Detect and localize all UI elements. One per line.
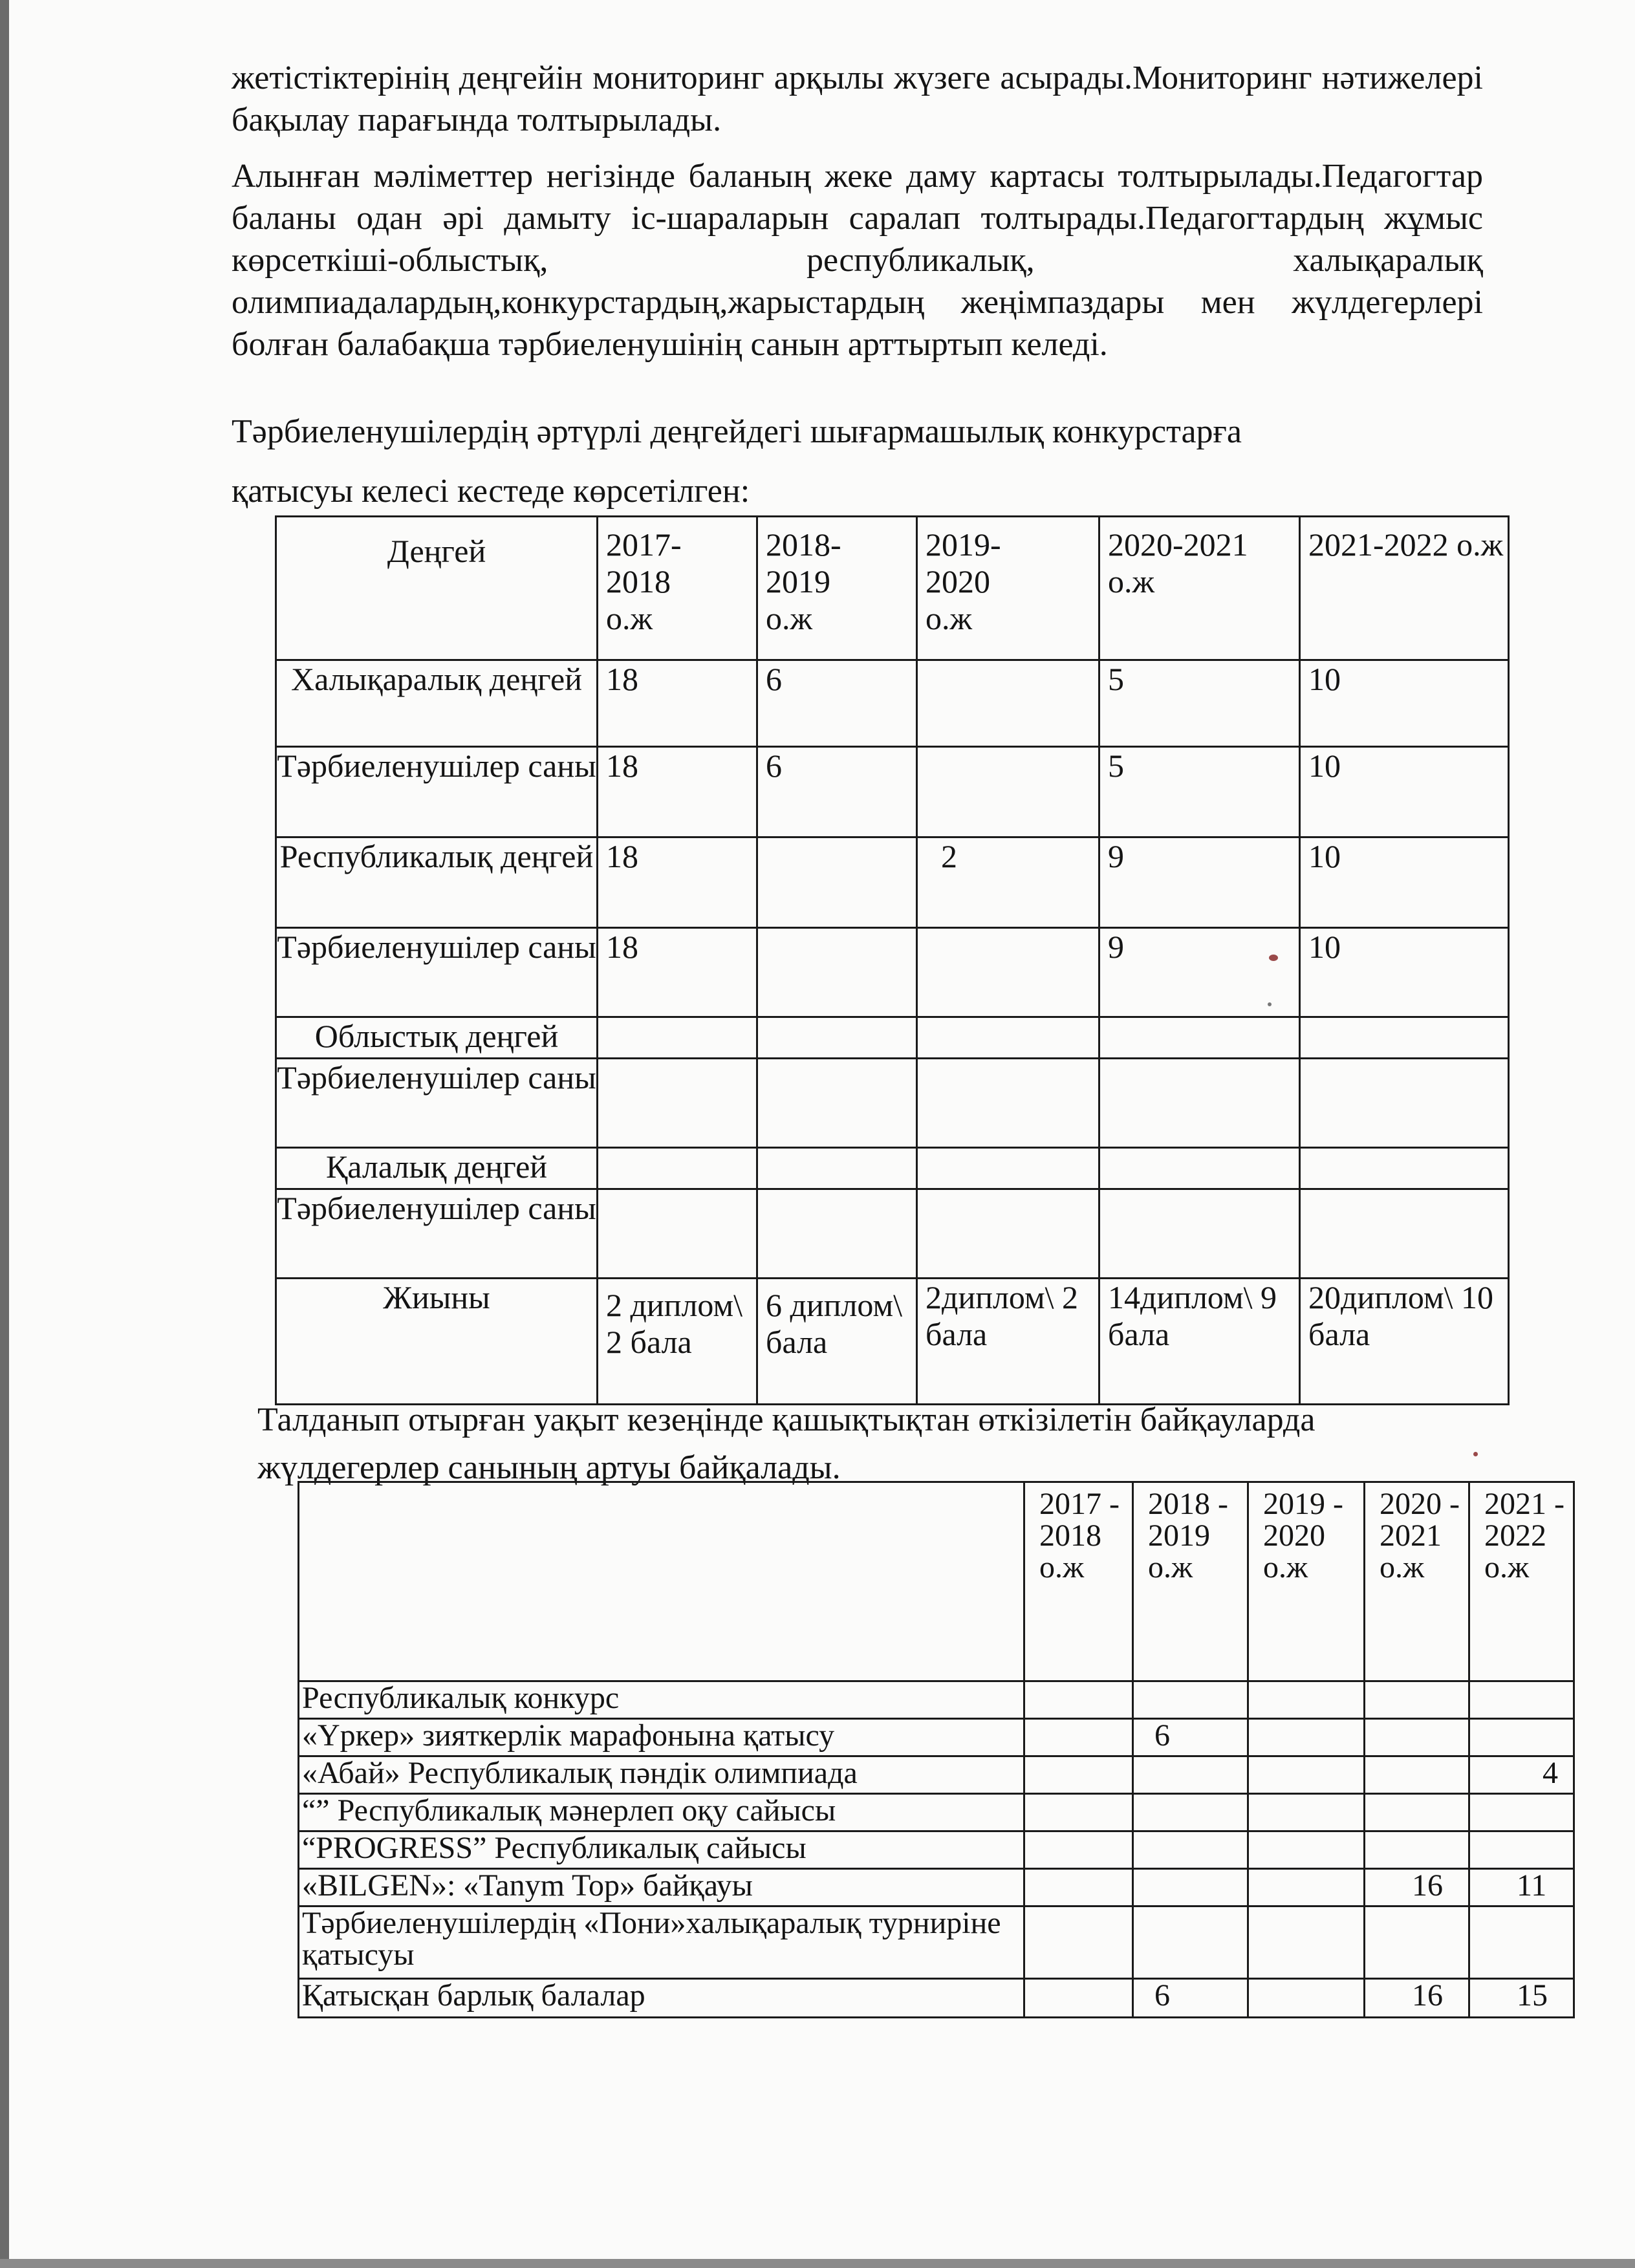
value-cell [1248,1906,1365,1979]
value-cell: 5 [1099,660,1300,747]
value-cell [1365,1906,1469,1979]
value-cell: 18 [598,660,757,747]
value-cell [1024,1756,1133,1794]
value-cell [1248,1869,1365,1906]
contest-name-cell: «Абай» Республикалық пәндік олимпиада [299,1756,1024,1794]
contest-name-cell: Республикалық конкурс [299,1681,1024,1719]
value-cell [917,1189,1099,1279]
table-row [299,1831,1574,1869]
value-cell: 6 [1133,1719,1248,1756]
scan-speck [1269,955,1278,961]
value-cell: 11 [1469,1869,1574,1906]
value-cell [1365,1719,1469,1756]
value-cell [1024,1794,1133,1831]
value-cell [1365,1681,1469,1719]
level-cell: Облыстық деңгей [276,1017,598,1059]
value-cell: 10 [1300,837,1509,928]
value-cell [917,928,1099,1017]
value-cell [1099,1189,1300,1279]
level-cell: Тәрбиеленушілер саны [276,1059,598,1148]
value-cell [1469,1719,1574,1756]
table1-header-year: 2021-2022 о.ж [1300,517,1509,660]
value-cell [598,1059,757,1148]
value-cell [757,837,917,928]
value-cell: 16 [1365,1869,1469,1906]
value-cell [1300,1148,1509,1189]
value-cell [1469,1906,1574,1979]
value-cell [1133,1906,1248,1979]
value-cell [917,660,1099,747]
value-cell [598,1148,757,1189]
value-cell [1099,1017,1300,1059]
value-cell [1300,1059,1509,1148]
value-cell [917,1148,1099,1189]
value-cell: 10 [1300,747,1509,837]
intro-paragraph-3a: Тәрбиеленушілердің әртүрлі деңгейдегі шығармашылық конкурстарға [232,413,1242,450]
table-row [276,837,1509,928]
table-row [276,747,1509,837]
contest-name-cell: «BILGEN»: «Tanym Top» байқауы [299,1869,1024,1906]
table1-header-year: 2017-2018 о.ж [598,517,757,660]
table-row [276,660,1509,747]
value-cell: 18 [598,837,757,928]
contest-name-cell: «Үркер» зияткерлік марафонына қатысу [299,1719,1024,1756]
value-cell: 9 [1099,837,1300,928]
contest-name-cell: “” Республикалық мәнерлеп оқу сайысы [299,1794,1024,1831]
table-row [276,1017,1509,1059]
value-cell [1469,1681,1574,1719]
value-cell [757,1059,917,1148]
value-cell [1365,1756,1469,1794]
value-cell: 16 [1365,1979,1469,2018]
table-row [299,1681,1574,1719]
table1-header-row [276,517,1509,660]
value-cell [1099,1059,1300,1148]
value-cell: 10 [1300,660,1509,747]
value-cell [1248,1831,1365,1869]
value-cell: 18 [598,747,757,837]
scan-bottom-edge [0,2259,1635,2268]
value-cell [1024,1869,1133,1906]
level-cell: Жиыны [276,1279,598,1405]
value-cell: 18 [598,928,757,1017]
value-cell: 10 [1300,928,1509,1017]
value-cell [1024,1979,1133,2018]
contest-name-cell: Тәрбиеленушілердің «Пони»халықаралық турниріне қатысуы [299,1906,1024,1979]
value-cell [1365,1831,1469,1869]
value-cell [757,928,917,1017]
value-cell [1133,1794,1248,1831]
level-cell: Халықаралық деңгей [276,660,598,747]
mid-text-line-1: Талданып отырған уақыт кезеңінде қашықтықтан өткізілетін байқауларда [257,1401,1316,1438]
contest-name-cell: Қатысқан барлық балалар [299,1979,1024,2018]
table-row [276,1189,1509,1279]
value-cell [598,1017,757,1059]
table2-header-year: 2018 - 2019 о.ж [1133,1482,1248,1681]
level-cell: Тәрбиеленушілер саны [276,928,598,1017]
value-cell [1024,1719,1133,1756]
value-cell: 6 [1133,1979,1248,2018]
total-cell: 6 диплом\ бала [757,1279,917,1405]
table1-header-year: 2020-2021 о.ж [1099,517,1300,660]
contest-name-cell: “PROGRESS” Республикалық сайысы [299,1831,1024,1869]
table-row [299,1869,1574,1906]
table1-header-year: 2018-2019 о.ж [757,517,917,660]
value-cell: 9 [1099,928,1300,1017]
table2-header-year: 2021 - 2022 о.ж [1469,1482,1574,1681]
value-cell: 15 [1469,1979,1574,2018]
mid-text-line-2: жүлдегерлер санының артуы байқалады. [257,1449,841,1486]
value-cell: 6 [757,747,917,837]
remote-contests-table [298,1481,1575,2018]
table2-header-blank [299,1482,1024,1681]
value-cell [1099,1148,1300,1189]
value-cell [757,1017,917,1059]
value-cell [1469,1794,1574,1831]
value-cell: 4 [1469,1756,1574,1794]
value-cell [1248,1979,1365,2018]
scan-speck [1473,1452,1478,1456]
table-row [276,1148,1509,1189]
value-cell [1248,1719,1365,1756]
total-cell: 14диплом\ 9 бала [1099,1279,1300,1405]
table1-header-year: 2019-2020 о.ж [917,517,1099,660]
table-row [299,1719,1574,1756]
value-cell [1248,1794,1365,1831]
table-row [299,1756,1574,1794]
value-cell [1469,1831,1574,1869]
value-cell: 5 [1099,747,1300,837]
table1-total-row [276,1279,1509,1405]
table2-total-row [299,1979,1574,2018]
table2-header-row [299,1482,1574,1681]
value-cell [757,1148,917,1189]
value-cell [1365,1794,1469,1831]
table-row [299,1906,1574,1979]
value-cell: 6 [757,660,917,747]
level-cell: Тәрбиеленушілер саны [276,747,598,837]
value-cell [1248,1756,1365,1794]
value-cell [598,1189,757,1279]
value-cell [1024,1681,1133,1719]
value-cell [1133,1681,1248,1719]
intro-paragraph-2: Алынған мәліметтер негізінде баланың жеке даму картасы толтырылады.Педагогтар баланы одан әрі дамыту іс-шараларын саралап толтырады.Педагогтардың жұмыс көрсеткіші-облыстық, республикалық, халықаралық олимпиадалардың,конкурстардың,жарыстардың жеңімпаздары мен жүлдегерлері болған балабақша тәрбиеленушінің санын арттыртып келеді. [232,158,1483,363]
value-cell [1133,1869,1248,1906]
table2-header-year: 2020 - 2021 о.ж [1365,1482,1469,1681]
value-cell [757,1189,917,1279]
level-cell: Тәрбиеленушілер саны [276,1189,598,1279]
value-cell [917,747,1099,837]
value-cell [917,1017,1099,1059]
scan-left-edge [0,0,9,2268]
level-cell: Республикалық деңгей [276,837,598,928]
total-cell: 2 диплом\ 2 бала [598,1279,757,1405]
intro-paragraph-1: жетістіктерінің деңгейін мониторинг арқылы жүзеге асырады.Мониторинг нәтижелері бақылау парағында толтырылады. [232,59,1483,138]
value-cell [1024,1831,1133,1869]
value-cell [1248,1681,1365,1719]
table2-header-year: 2017 - 2018 о.ж [1024,1482,1133,1681]
table-row [299,1794,1574,1831]
table-row [276,928,1509,1017]
total-cell: 2диплом\ 2 бала [917,1279,1099,1405]
competition-levels-table [275,515,1510,1405]
value-cell: 2 [917,837,1099,928]
value-cell [1300,1017,1509,1059]
intro-paragraph-3b: қатысуы келесі кестеде көрсетілген: [232,473,750,510]
total-cell: 20диплом\ 10 бала [1300,1279,1509,1405]
value-cell [1133,1756,1248,1794]
table-row [276,1059,1509,1148]
table2-header-year: 2019 - 2020 о.ж [1248,1482,1365,1681]
value-cell [1300,1189,1509,1279]
value-cell [917,1059,1099,1148]
level-cell: Қалалық деңгей [276,1148,598,1189]
value-cell [1133,1831,1248,1869]
table1-header-level: Деңгей [276,517,598,660]
scan-speck [1268,1002,1272,1006]
value-cell [1024,1906,1133,1979]
